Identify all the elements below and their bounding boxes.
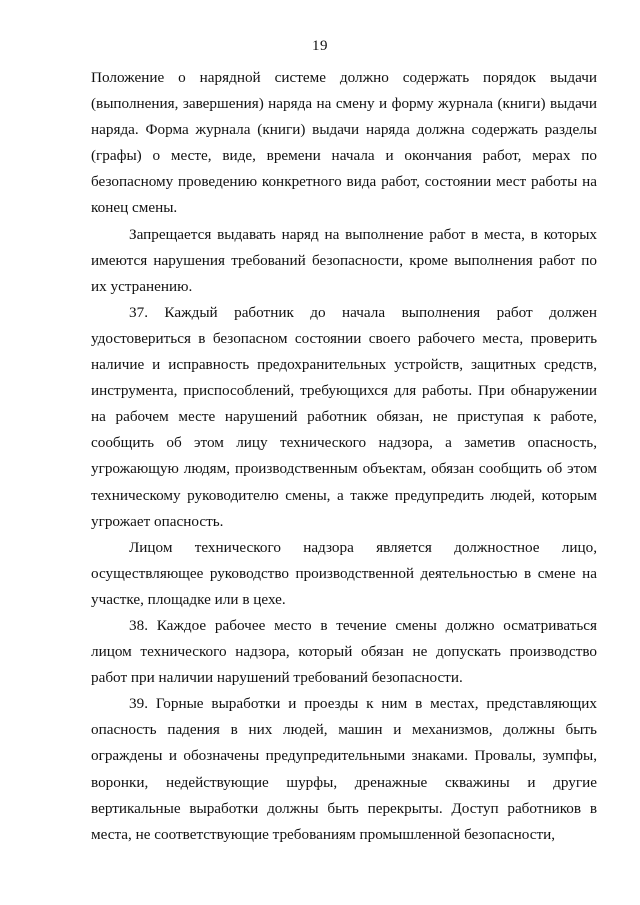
paragraph-work-order-regulation: Положение о нарядной системе должно содержать порядок выдачи (выполнения, завершения) наряда на смену и форму журнала (книги) выдачи наряда. Форма журнала (книги) выдачи наряда должна содержать разделы (графы) о месте, виде, времени начала и окончания работ, мерах по безопасному проведению конкретного вида работ, состоянии мест работы на конец смены. — [91, 69, 597, 217]
paragraph-item-37: 37. Каждый работник до начала выполнения работ должен удостовериться в безопасном состоянии своего рабочего места, проверить наличие и исправность предохранительных устройств, защитных средств, инструмента, приспособлений, требующихся для работы. При обнаружении на рабочем месте нарушений работник обязан, не приступая к работе, сообщить об этом лицу технического надзора, а заметив опасность, угрожающую людям, производственным объектам, обязан сообщить об этом техническому руководителю смены, а также предупредить людей, которым угрожает опасность. — [91, 303, 597, 530]
document-body — [91, 65, 597, 848]
page-number: 19 — [312, 38, 328, 54]
paragraph-technical-supervision-definition: Лицом технического надзора является должностное лицо, осуществляющее руководство производственной деятельностью в смене на участке, площадке или в цехе. — [91, 538, 597, 608]
paragraph-prohibition: Запрещается выдавать наряд на выполнение работ в места, в которых имеются нарушения требований безопасности, кроме выполнения работ по их устранению. — [91, 225, 597, 295]
paragraph-item-39: 39. Горные выработки и проезды к ним в местах, представляющих опасность падения в них людей, машин и механизмов, должны быть ограждены и обозначены предупредительными знаками. Провалы, зумпфы, воронки, недействующие шурфы, дренажные скважины и другие вертикальные выработки должны быть перекрыты. Доступ работников в места, не соответствующие требованиям промышленной безопасности, — [91, 695, 597, 843]
paragraph-item-38: 38. Каждое рабочее место в течение смены должно осматриваться лицом технического надзора, который обязан не допускать производство работ при наличии нарушений требований безопасности. — [91, 616, 597, 687]
